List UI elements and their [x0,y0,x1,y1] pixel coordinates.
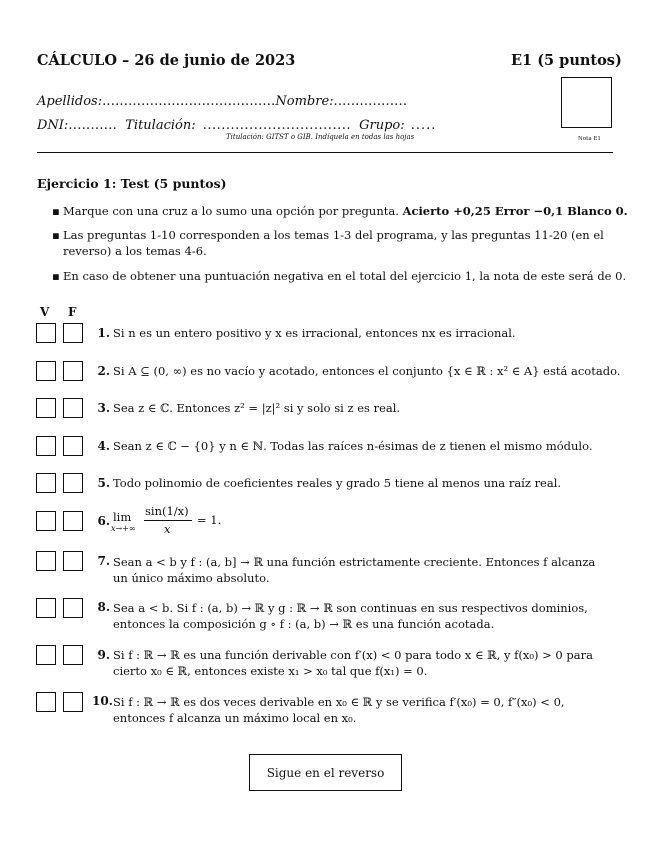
grupo-dots[interactable]: ..... [410,118,437,133]
question-number: 7. [97,554,110,568]
apellidos-dots[interactable]: ........................................ [102,94,276,109]
q8-false-checkbox[interactable] [63,598,83,618]
column-f-header: F [68,305,77,319]
nombre-dots[interactable]: ................. [333,94,408,109]
question-number: 10. [92,694,113,708]
q10-true-checkbox[interactable] [36,692,56,712]
dni-row [37,118,436,133]
question-text: Si f : ℝ → ℝ es dos veces derivable en x₀ ∈ ℝ y se verifica f′(x₀) = 0, f″(x₀) < 0, entonces f alcanza un máximo local en x₀. [113,695,565,725]
bullet-1 [63,203,628,219]
exercise-heading: Ejercicio 1: Test (5 puntos) [37,176,227,191]
q3-true-checkbox[interactable] [36,398,56,418]
q6-limit [111,510,136,533]
question-text: Sea z ∈ ℂ. Entonces z² = |z|² si y solo si z es real. [113,401,401,415]
grupo-label: Grupo: [359,118,405,133]
bullet-3: En caso de obtener una puntuación negativa en el total del ejercicio 1, la nota de este será de 0. [63,269,627,283]
q2-true-checkbox[interactable] [36,361,56,381]
apellidos-row [37,94,407,109]
q7-true-checkbox[interactable] [36,551,56,571]
bullet-2: Las preguntas 1-10 corresponden a los temas 1-3 del programa, y las preguntas 11-20 (en el reverso) a los temas 4-6. [63,228,604,258]
q8-true-checkbox[interactable] [36,598,56,618]
question-text: Sean z ∈ ℂ − {0} y n ∈ ℕ. Todas las raíces n-ésimas de z tienen el mismo módulo. [113,439,593,453]
column-v-header: V [40,305,50,319]
grade-box [561,77,612,128]
bullet-1-text: Marque con una cruz a lo sumo una opción por pregunta. [63,204,399,218]
q4-true-checkbox[interactable] [36,436,56,456]
question-number: 8. [97,600,110,614]
question-text: Si A ⊆ (0, ∞) es no vacío y acotado, entonces el conjunto {x ∈ ℝ : x² ∈ A} está acotado. [113,364,621,378]
limit-subscript: x→+∞ [111,524,136,533]
bullet-icon: ▪ [52,228,60,242]
fraction-numerator: sin(1/x) [145,504,189,518]
question-number: 6. [97,514,110,528]
exam-title: CÁLCULO – 26 de junio de 2023 [37,52,296,69]
q6-true-checkbox[interactable] [36,511,56,531]
question-text: Sean a < b y f : (a, b] → ℝ una función estrictamente creciente. Entonces f alcanza un único máximo absoluto. [113,555,596,585]
titulacion-dots[interactable]: ................................ [202,118,351,133]
question-text: Si n es un entero positivo y x es irracional, entonces nx es irracional. [113,326,516,340]
limit-operator: lim [113,510,132,524]
q1-false-checkbox[interactable] [63,323,83,343]
question-text: Todo polinomio de coeficientes reales y grado 5 tiene al menos una raíz real. [113,476,562,490]
grade-label: Nota E1 [578,136,601,142]
question-number: 5. [97,476,110,490]
q6-false-checkbox[interactable] [63,511,83,531]
titulacion-note: Titulación: GITST o GIB. Indíquela en todas las hojas [226,133,415,141]
bullet-icon: ▪ [52,204,60,218]
question-number: 4. [97,439,110,453]
nombre-label: Nombre: [275,94,334,109]
limit-rhs: = 1. [197,513,222,527]
q3-false-checkbox[interactable] [63,398,83,418]
dni-label: DNI: [37,118,69,133]
exam-code: E1 (5 puntos) [511,52,622,69]
q1-true-checkbox[interactable] [36,323,56,343]
fraction-denominator: x [164,522,171,536]
q5-false-checkbox[interactable] [63,473,83,493]
q9-true-checkbox[interactable] [36,645,56,665]
question-number: 3. [97,401,110,415]
q9-false-checkbox[interactable] [63,645,83,665]
q7-false-checkbox[interactable] [63,551,83,571]
apellidos-label: Apellidos: [37,94,103,109]
fraction-bar [144,520,192,521]
bullet-icon: ▪ [52,269,60,283]
question-text: Si f : ℝ → ℝ es una función derivable con f′(x) < 0 para todo x ∈ ℝ, y f(x₀) > 0 para cierto x₀ ∈ ℝ, entonces existe x₁ > x₀ tal que f(x₁) = 0. [113,648,593,678]
continue-on-reverse-box: Sigue en el reverso [249,754,402,791]
question-number: 9. [97,648,110,662]
q5-true-checkbox[interactable] [36,473,56,493]
question-number: 2. [97,364,110,378]
question-text: Sea a < b. Si f : (a, b) → ℝ y g : ℝ → ℝ son continuas en sus respectivos dominios, entonces la composición g ∘ f : (a, b) → ℝ es una función acotada. [113,601,588,631]
dni-dots[interactable]: ........... [68,118,118,133]
q10-false-checkbox[interactable] [63,692,83,712]
titulacion-label: Titulación: [125,118,196,133]
header-divider [37,152,613,153]
bullet-1-scoring: Acierto +0,25 Error −0,1 Blanco 0. [402,204,628,218]
q4-false-checkbox[interactable] [63,436,83,456]
question-number: 1. [97,326,110,340]
q2-false-checkbox[interactable] [63,361,83,381]
